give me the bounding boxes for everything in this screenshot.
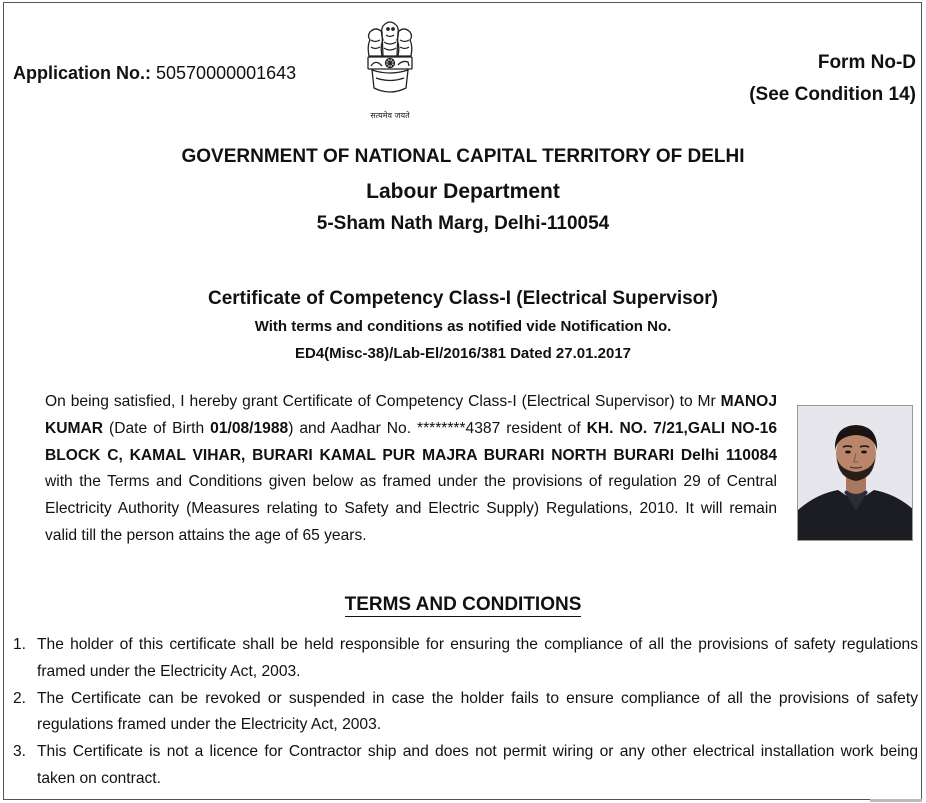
emblem-motto: सत्यमेव जयते [370, 111, 410, 120]
body-intro: On being satisfied, I hereby grant Certificate of Competency Class-I (Electrical Supervisor) to Mr [45, 393, 721, 410]
notification-line-1: With terms and conditions as notified vide Notification No. [254, 318, 672, 335]
body-aadhar: ) and Aadhar No. ********4387 resident of [288, 419, 587, 437]
form-number-block [749, 47, 916, 111]
application-number [13, 63, 296, 84]
list-item [13, 632, 918, 686]
state-emblem [360, 16, 420, 124]
holder-name: MANOJ KUMAR [45, 393, 777, 437]
term-number: 1. [13, 636, 27, 653]
certificate-body [45, 389, 777, 550]
term-text: This Certificate is not a licence for Contractor ship and does not permit wiring or any other electrical installation work being taken on contract. [37, 743, 918, 787]
form-number: Form No-D [817, 52, 916, 73]
holder-address: KH. NO. 7/21,GALI NO-16 BLOCK C, KAMAL VIHAR, BURARI KAMAL PUR MAJRA BURARI NORTH BURARI Delhi 110084 [45, 419, 778, 464]
terms-heading-text: TERMS AND CONDITIONS [344, 594, 582, 615]
application-number-label: Application No.: [13, 63, 151, 83]
terms-list [13, 632, 918, 793]
term-text: The holder of this certificate shall be held responsible for ensuring the compliance of all the provisions of safety regulations framed under the Electricity Act, 2003. [37, 636, 918, 680]
ashoka-emblem-icon [362, 16, 418, 110]
person-photo-icon [798, 406, 913, 541]
certificate-title: Certificate of Competency Class-I (Electrical Supervisor) [208, 288, 718, 309]
page-edge-shadow [870, 799, 922, 802]
government-title: GOVERNMENT OF NATIONAL CAPITAL TERRITORY OF DELHI [181, 146, 745, 167]
notification-line-2: ED4(Misc-38)/Lab-El/2016/381 Dated 27.01.2017 [294, 345, 631, 362]
term-number: 3. [13, 743, 27, 761]
terms-heading [0, 594, 926, 616]
body-rest: with the Terms and Conditions given below as framed under the provisions of regulation 29 of Central Electricity Authority (Measures relating to Safety and Electric Supply) Regulations, 2010. It will remain valid till the person attains the age of 65 years. [45, 473, 777, 544]
list-item [13, 739, 918, 793]
list-item [13, 686, 918, 740]
form-condition: (See Condition 14) [749, 84, 916, 105]
holder-dob: 01/08/1988 [210, 419, 289, 437]
application-number-value: 50570000001643 [156, 63, 297, 83]
holder-photo [797, 405, 913, 541]
term-number: 2. [13, 689, 27, 707]
department-title: Labour Department [366, 180, 560, 203]
body-dob-prefix: (Date of Birth [103, 419, 211, 437]
department-address: 5-Sham Nath Marg, Delhi-110054 [316, 213, 610, 234]
term-text: The Certificate can be revoked or suspended in case the holder fails to ensure compliance of all the provisions of safety regulations framed under the Electricity Act, 2003. [37, 689, 918, 734]
